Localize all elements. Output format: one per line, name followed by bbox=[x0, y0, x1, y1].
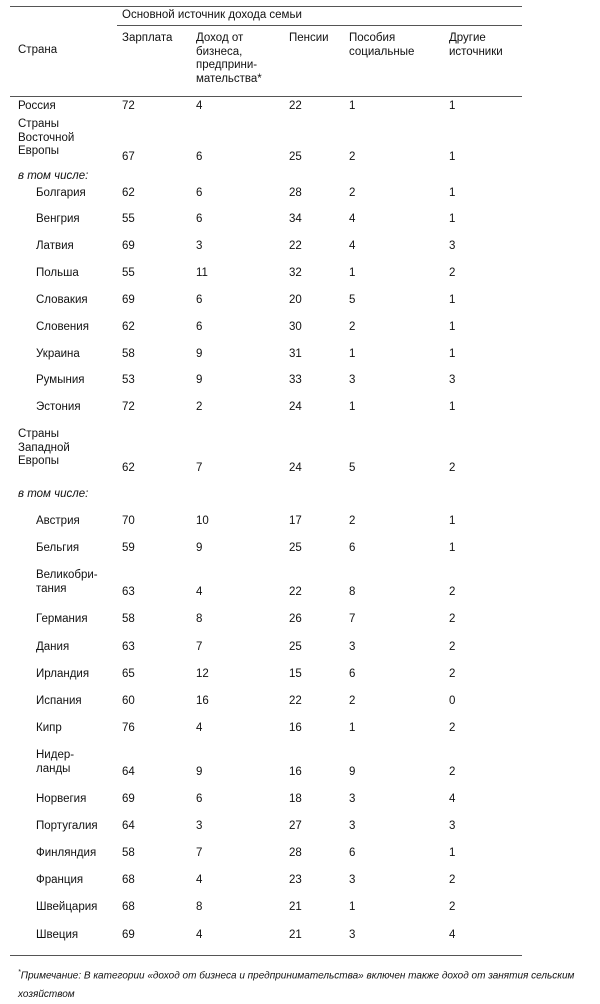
cell-salary: 53 bbox=[122, 374, 135, 386]
row-country-name: Великобри- тания bbox=[36, 569, 98, 595]
cell-pensions: 21 bbox=[289, 901, 302, 913]
cell-benefits: 1 bbox=[349, 722, 356, 734]
cell-other: 1 bbox=[449, 515, 456, 527]
cell-pensions: 16 bbox=[289, 766, 302, 778]
cell-benefits: 1 bbox=[349, 348, 356, 360]
cell-other: 2 bbox=[449, 586, 456, 598]
row-country-name: Германия bbox=[36, 613, 88, 625]
cell-pensions: 22 bbox=[289, 586, 302, 598]
row-country-name: Венгрия bbox=[36, 213, 80, 225]
row-country-name: Норвегия bbox=[36, 793, 87, 805]
row-subheading: в том числе: bbox=[18, 170, 89, 182]
cell-salary: 69 bbox=[122, 294, 135, 306]
cell-business: 10 bbox=[196, 515, 209, 527]
cell-benefits: 1 bbox=[349, 901, 356, 913]
cell-salary: 72 bbox=[122, 401, 135, 413]
cell-benefits: 3 bbox=[349, 793, 356, 805]
cell-other: 1 bbox=[449, 151, 456, 163]
header-group-rule bbox=[117, 25, 522, 26]
cell-business: 6 bbox=[196, 793, 203, 805]
cell-business: 16 bbox=[196, 695, 209, 707]
cell-other: 1 bbox=[449, 321, 456, 333]
cell-pensions: 16 bbox=[289, 722, 302, 734]
cell-salary: 68 bbox=[122, 901, 135, 913]
cell-other: 2 bbox=[449, 613, 456, 625]
cell-salary: 68 bbox=[122, 874, 135, 886]
cell-pensions: 22 bbox=[289, 695, 302, 707]
cell-business: 6 bbox=[196, 187, 203, 199]
row-country-name: Португалия bbox=[36, 820, 98, 832]
cell-salary: 76 bbox=[122, 722, 135, 734]
cell-pensions: 26 bbox=[289, 613, 302, 625]
cell-business: 7 bbox=[196, 462, 203, 474]
cell-benefits: 2 bbox=[349, 695, 356, 707]
cell-pensions: 22 bbox=[289, 100, 302, 112]
cell-business: 3 bbox=[196, 240, 203, 252]
header-bottom-rule bbox=[10, 96, 522, 97]
cell-pensions: 23 bbox=[289, 874, 302, 886]
cell-salary: 62 bbox=[122, 321, 135, 333]
cell-other: 2 bbox=[449, 874, 456, 886]
cell-pensions: 25 bbox=[289, 641, 302, 653]
cell-benefits: 2 bbox=[349, 151, 356, 163]
cell-salary: 62 bbox=[122, 187, 135, 199]
cell-pensions: 34 bbox=[289, 213, 302, 225]
cell-benefits: 4 bbox=[349, 240, 356, 252]
cell-business: 8 bbox=[196, 613, 203, 625]
row-country-name: Словакия bbox=[36, 294, 88, 306]
cell-pensions: 24 bbox=[289, 462, 302, 474]
cell-pensions: 33 bbox=[289, 374, 302, 386]
row-country-name: Швейцария bbox=[36, 901, 98, 913]
row-country-name: Болгария bbox=[36, 187, 86, 199]
cell-salary: 55 bbox=[122, 213, 135, 225]
row-country-name: Кипр bbox=[36, 722, 62, 734]
cell-other: 4 bbox=[449, 793, 456, 805]
cell-business: 9 bbox=[196, 766, 203, 778]
cell-salary: 58 bbox=[122, 348, 135, 360]
row-subheading: в том числе: bbox=[18, 488, 89, 500]
cell-other: 0 bbox=[449, 695, 456, 707]
cell-pensions: 15 bbox=[289, 668, 302, 680]
cell-business: 7 bbox=[196, 641, 203, 653]
cell-business: 4 bbox=[196, 722, 203, 734]
cell-benefits: 5 bbox=[349, 462, 356, 474]
cell-salary: 70 bbox=[122, 515, 135, 527]
cell-business: 4 bbox=[196, 929, 203, 941]
row-country-name: Эстония bbox=[36, 401, 81, 413]
header-country: Страна bbox=[18, 44, 58, 56]
cell-pensions: 25 bbox=[289, 151, 302, 163]
cell-other: 2 bbox=[449, 267, 456, 279]
row-country-name: Ирландия bbox=[36, 668, 90, 680]
cell-benefits: 7 bbox=[349, 613, 356, 625]
cell-other: 1 bbox=[449, 187, 456, 199]
cell-salary: 72 bbox=[122, 100, 135, 112]
header-other: Другие источники bbox=[449, 32, 503, 58]
row-country-name: Румыния bbox=[36, 374, 85, 386]
cell-pensions: 28 bbox=[289, 847, 302, 859]
cell-benefits: 2 bbox=[349, 515, 356, 527]
cell-benefits: 6 bbox=[349, 847, 356, 859]
cell-benefits: 2 bbox=[349, 321, 356, 333]
cell-business: 8 bbox=[196, 901, 203, 913]
cell-salary: 63 bbox=[122, 641, 135, 653]
cell-benefits: 6 bbox=[349, 542, 356, 554]
cell-salary: 65 bbox=[122, 668, 135, 680]
cell-benefits: 3 bbox=[349, 874, 356, 886]
row-country-name: Швеция bbox=[36, 929, 79, 941]
header-business: Доход от бизнеса, предприни- мательства* bbox=[196, 32, 262, 85]
cell-benefits: 3 bbox=[349, 929, 356, 941]
cell-benefits: 1 bbox=[349, 100, 356, 112]
cell-salary: 69 bbox=[122, 240, 135, 252]
cell-business: 2 bbox=[196, 401, 203, 413]
cell-other: 2 bbox=[449, 722, 456, 734]
row-country-name: Украина bbox=[36, 348, 80, 360]
cell-salary: 64 bbox=[122, 820, 135, 832]
table-top-rule bbox=[10, 6, 522, 7]
cell-benefits: 2 bbox=[349, 187, 356, 199]
cell-other: 1 bbox=[449, 100, 456, 112]
cell-business: 6 bbox=[196, 294, 203, 306]
row-country-name: Страны Восточной Европы bbox=[18, 118, 75, 157]
cell-other: 1 bbox=[449, 294, 456, 306]
cell-other: 1 bbox=[449, 401, 456, 413]
cell-pensions: 22 bbox=[289, 240, 302, 252]
cell-benefits: 4 bbox=[349, 213, 356, 225]
row-country-name: Дания bbox=[36, 641, 70, 653]
cell-salary: 55 bbox=[122, 267, 135, 279]
cell-business: 6 bbox=[196, 151, 203, 163]
cell-business: 3 bbox=[196, 820, 203, 832]
row-country-name: Бельгия bbox=[36, 542, 80, 554]
cell-pensions: 24 bbox=[289, 401, 302, 413]
row-country-name: Россия bbox=[18, 100, 56, 112]
cell-other: 4 bbox=[449, 929, 456, 941]
cell-benefits: 5 bbox=[349, 294, 356, 306]
cell-other: 2 bbox=[449, 766, 456, 778]
row-country-name: Латвия bbox=[36, 240, 74, 252]
cell-other: 3 bbox=[449, 374, 456, 386]
footnote-mark: * bbox=[18, 969, 21, 976]
cell-other: 1 bbox=[449, 348, 456, 360]
footnote-text: Примечание: В категории «доход от бизнеса и предпринимательства» включен также доход от занятия сельским хозяйством bbox=[18, 970, 575, 1001]
cell-other: 1 bbox=[449, 542, 456, 554]
cell-business: 6 bbox=[196, 321, 203, 333]
cell-other: 3 bbox=[449, 240, 456, 252]
cell-pensions: 20 bbox=[289, 294, 302, 306]
cell-pensions: 28 bbox=[289, 187, 302, 199]
row-country-name: Нидер- ланды bbox=[36, 749, 75, 775]
cell-business: 4 bbox=[196, 586, 203, 598]
header-salary: Зарплата bbox=[122, 32, 173, 44]
cell-pensions: 17 bbox=[289, 515, 302, 527]
cell-other: 3 bbox=[449, 820, 456, 832]
cell-benefits: 1 bbox=[349, 267, 356, 279]
cell-business: 9 bbox=[196, 348, 203, 360]
cell-salary: 58 bbox=[122, 613, 135, 625]
table-bottom-rule bbox=[10, 955, 522, 956]
cell-benefits: 6 bbox=[349, 668, 356, 680]
cell-other: 2 bbox=[449, 641, 456, 653]
cell-other: 1 bbox=[449, 847, 456, 859]
cell-business: 6 bbox=[196, 213, 203, 225]
cell-pensions: 18 bbox=[289, 793, 302, 805]
cell-business: 9 bbox=[196, 542, 203, 554]
cell-business: 9 bbox=[196, 374, 203, 386]
cell-other: 2 bbox=[449, 668, 456, 680]
cell-pensions: 25 bbox=[289, 542, 302, 554]
header-benefits: Пособия социальные bbox=[349, 32, 415, 58]
row-country-name: Словения bbox=[36, 321, 89, 333]
row-country-name: Страны Западной Европы bbox=[18, 428, 70, 467]
cell-pensions: 27 bbox=[289, 820, 302, 832]
cell-pensions: 31 bbox=[289, 348, 302, 360]
cell-business: 11 bbox=[196, 267, 208, 279]
row-country-name: Польша bbox=[36, 267, 79, 279]
cell-other: 2 bbox=[449, 901, 456, 913]
cell-business: 4 bbox=[196, 874, 203, 886]
cell-benefits: 3 bbox=[349, 641, 356, 653]
cell-salary: 62 bbox=[122, 462, 135, 474]
row-country-name: Австрия bbox=[36, 515, 80, 527]
cell-benefits: 1 bbox=[349, 401, 356, 413]
cell-pensions: 21 bbox=[289, 929, 302, 941]
cell-other: 1 bbox=[449, 213, 456, 225]
cell-pensions: 32 bbox=[289, 267, 302, 279]
cell-salary: 58 bbox=[122, 847, 135, 859]
row-country-name: Испания bbox=[36, 695, 82, 707]
cell-salary: 63 bbox=[122, 586, 135, 598]
cell-benefits: 9 bbox=[349, 766, 356, 778]
cell-pensions: 30 bbox=[289, 321, 302, 333]
footnote bbox=[18, 963, 598, 1004]
cell-other: 2 bbox=[449, 462, 456, 474]
cell-benefits: 8 bbox=[349, 586, 356, 598]
cell-salary: 64 bbox=[122, 766, 135, 778]
cell-business: 12 bbox=[196, 668, 209, 680]
row-country-name: Финляндия bbox=[36, 847, 97, 859]
cell-benefits: 3 bbox=[349, 374, 356, 386]
cell-salary: 59 bbox=[122, 542, 135, 554]
header-pensions: Пенсии bbox=[289, 32, 329, 44]
cell-business: 7 bbox=[196, 847, 203, 859]
cell-benefits: 3 bbox=[349, 820, 356, 832]
header-group-title: Основной источник дохода семьи bbox=[122, 9, 302, 21]
cell-salary: 60 bbox=[122, 695, 135, 707]
cell-business: 4 bbox=[196, 100, 203, 112]
cell-salary: 69 bbox=[122, 929, 135, 941]
cell-salary: 69 bbox=[122, 793, 135, 805]
cell-salary: 67 bbox=[122, 151, 135, 163]
row-country-name: Франция bbox=[36, 874, 84, 886]
